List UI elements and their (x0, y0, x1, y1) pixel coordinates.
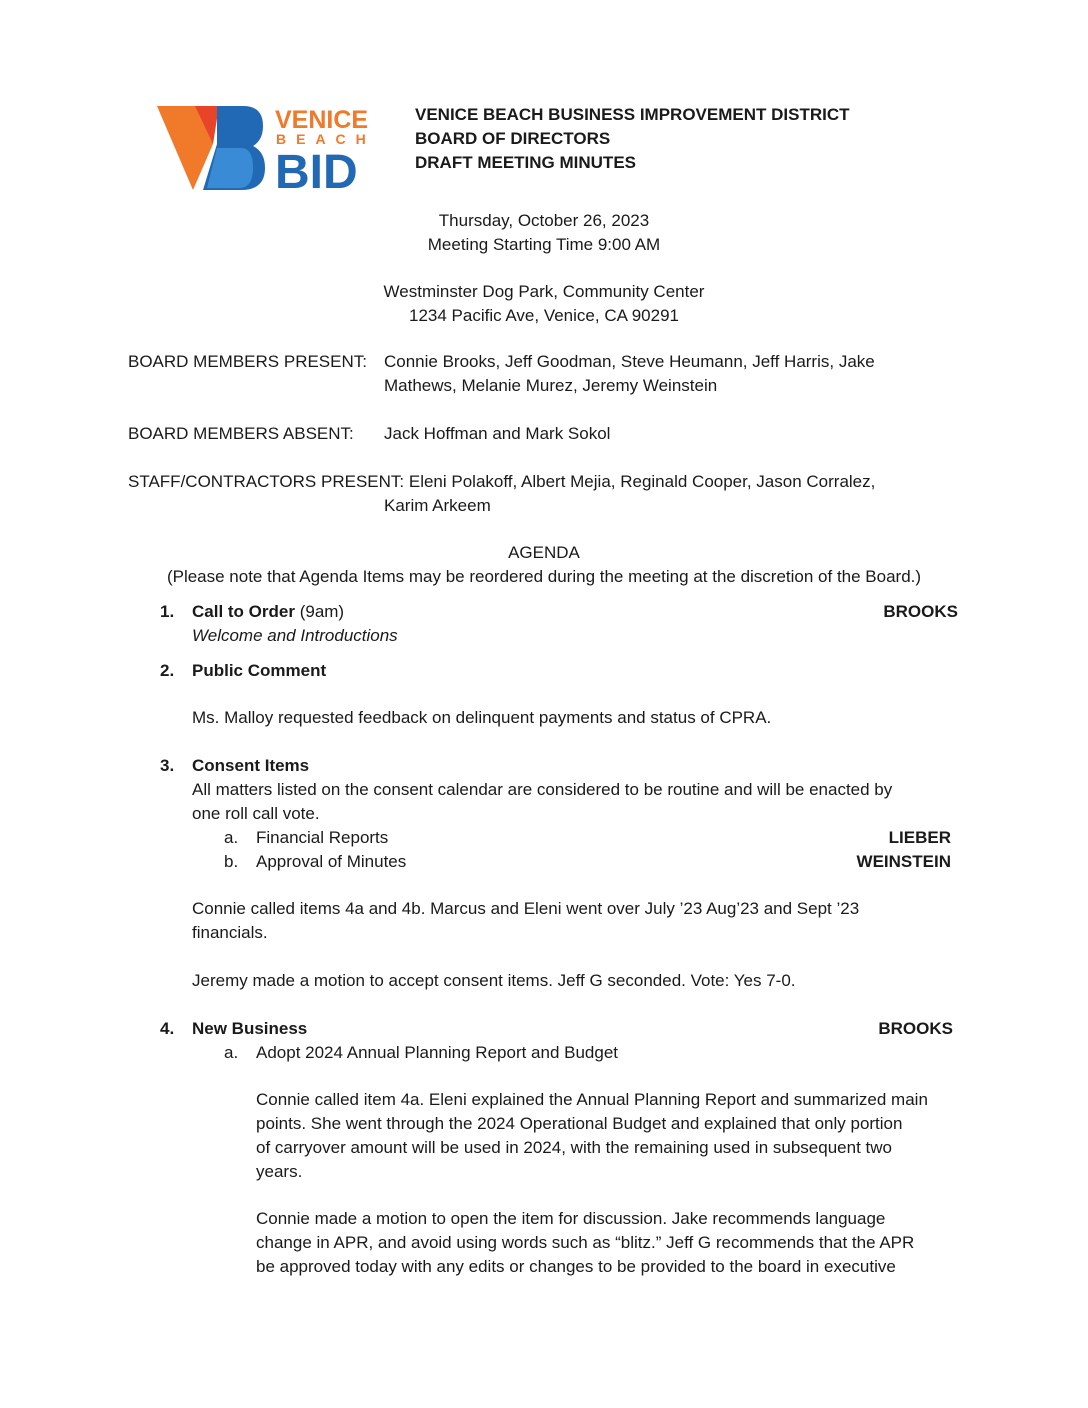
item-3-desc-line-2: one roll call vote. (192, 804, 320, 823)
meeting-datetime (344, 209, 744, 257)
header-line-2: BOARD OF DIRECTORS (415, 129, 611, 148)
item-1-heading (192, 600, 344, 624)
item-4a-label: Adopt 2024 Annual Planning Report and Budget (256, 1043, 619, 1062)
item-4a-paragraph-1 (256, 1088, 928, 1184)
item-3-number: 3. (160, 756, 175, 775)
header-line-3: DRAFT MEETING MINUTES (415, 153, 636, 172)
item-3-p1-line-2: financials. (192, 923, 268, 942)
item-3b-label: Approval of Minutes (256, 852, 407, 871)
item-3-desc-line-1: All matters listed on the consent calendar are considered to be routine and will be enacted by (192, 780, 893, 799)
staff-names-line-1: Eleni Polakoff, Albert Mejia, Reginald Cooper, Jason Corralez, (408, 472, 876, 491)
item-4-presenter: BROOKS (878, 1019, 953, 1038)
item-4a-p1-line-3: of carryover amount will be used in 2024, with the remaining used in subsequent two (256, 1138, 892, 1157)
item-3b-letter: b. (224, 852, 239, 871)
staff-names-line-2: Karim Arkeem (384, 496, 491, 515)
document-header (415, 103, 850, 175)
meeting-location (294, 280, 794, 328)
item-4a-letter: a. (224, 1043, 239, 1062)
present-names-line-1: Connie Brooks, Jeff Goodman, Steve Heumann, Jeff Harris, Jake (384, 352, 875, 371)
item-3a-label: Financial Reports (256, 828, 389, 847)
item-4a-p1-line-4: years. (256, 1162, 303, 1181)
present-names (384, 350, 875, 398)
item-2-title: Public Comment (192, 661, 327, 680)
logo-venice-text: VENICE (275, 106, 369, 134)
item-3-paragraph-2: Jeremy made a motion to accept consent items. Jeff G seconded. Vote: Yes 7-0. (192, 971, 796, 990)
item-4a-p2-line-3: be approved today with any edits or changes to be provided to the board in executive (256, 1257, 896, 1276)
meeting-venue: Westminster Dog Park, Community Center (383, 282, 705, 301)
logo-bid-text: BID (275, 146, 358, 192)
item-1-number: 1. (160, 602, 175, 621)
item-3b-presenter: WEINSTEIN (856, 852, 951, 871)
absent-label: BOARD MEMBERS ABSENT: (128, 424, 354, 443)
present-names-line-2: Mathews, Melanie Murez, Jeremy Weinstein (384, 376, 718, 395)
item-4-number: 4. (160, 1019, 175, 1038)
item-4a-p1-line-1: Connie called item 4a. Eleni explained the Annual Planning Report and summarized main (256, 1090, 928, 1109)
item-1-title: Call to Order (192, 602, 295, 621)
item-3a-letter: a. (224, 828, 239, 847)
item-4a-p1-line-2: points. She went through the 2024 Operational Budget and explained that only portion (256, 1114, 903, 1133)
meeting-date: Thursday, October 26, 2023 (438, 211, 650, 230)
meeting-address: 1234 Pacific Ave, Venice, CA 90291 (409, 306, 679, 325)
item-2-number: 2. (160, 661, 175, 680)
absent-names: Jack Hoffman and Mark Sokol (384, 424, 611, 443)
logo-lightblue-b-shape (207, 148, 253, 188)
item-3a-presenter: LIEBER (888, 828, 951, 847)
agenda-title: AGENDA (508, 543, 580, 562)
item-3-description (192, 778, 892, 826)
item-4-title: New Business (192, 1019, 308, 1038)
venice-beach-bid-logo (157, 104, 383, 192)
item-4a-paragraph-2 (256, 1207, 914, 1279)
item-4a-p2-line-2: change in APR, and avoid using words such as “blitz.” Jeff G recommends that the APR (256, 1233, 915, 1252)
item-2-text: Ms. Malloy requested feedback on delinquent payments and status of CPRA. (192, 708, 772, 727)
item-4a-p2-line-1: Connie made a motion to open the item for discussion. Jake recommends language (256, 1209, 886, 1228)
item-1-time: (9am) (299, 602, 345, 621)
staff-label: STAFF/CONTRACTORS PRESENT: (128, 472, 405, 491)
item-3-title: Consent Items (192, 756, 310, 775)
logo-beach-text: BEACH (276, 131, 376, 147)
item-3-paragraph-1 (192, 897, 859, 945)
present-label: BOARD MEMBERS PRESENT: (128, 352, 367, 371)
item-1-presenter: BROOKS (883, 602, 958, 621)
staff-attendance (128, 470, 875, 494)
item-1-subtitle: Welcome and Introductions (192, 626, 398, 645)
agenda-note: (Please note that Agenda Items may be reordered during the meeting at the discretion of the Board.) (166, 567, 922, 586)
header-line-1: VENICE BEACH BUSINESS IMPROVEMENT DISTRICT (415, 105, 850, 124)
meeting-time: Meeting Starting Time 9:00 AM (427, 235, 661, 254)
item-3-p1-line-1: Connie called items 4a and 4b. Marcus and Eleni went over July ’23 Aug’23 and Sept ’23 (192, 899, 860, 918)
